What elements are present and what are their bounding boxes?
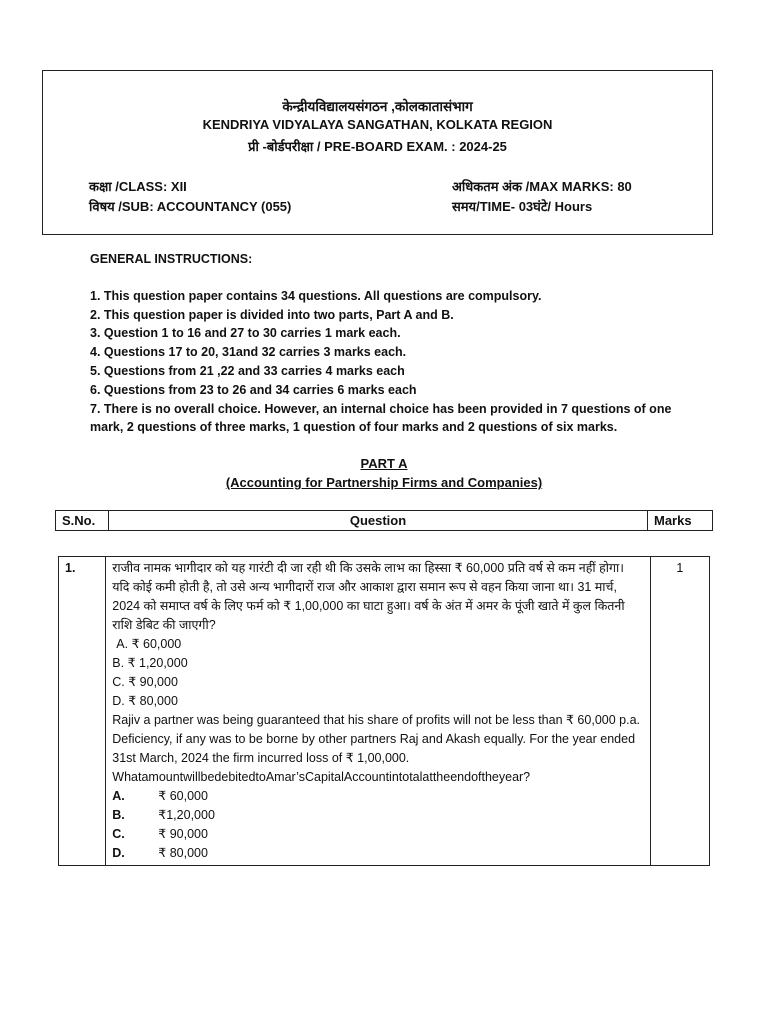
instruction-item: 4. Questions 17 to 20, 31and 32 carries 3 marks each. — [90, 345, 407, 360]
subject-label: विषय /SUB: ACCOUNTANCY (055) — [89, 199, 292, 214]
option-english-a: A. ₹ 60,000 — [112, 789, 208, 803]
part-subtitle: (Accounting for Partnership Firms and Companies) — [225, 475, 543, 490]
option-english-b: B. ₹1,20,000 — [112, 808, 215, 822]
option-hindi-c: C. ₹ 90,000 — [112, 675, 178, 689]
instruction-item: 2. This question paper is divided into two parts, Part A and B. — [90, 307, 454, 322]
instruction-item: 1. This question paper contains 34 questions. All questions are compulsory. — [90, 288, 542, 303]
instruction-item: 6. Questions from 23 to 26 and 34 carries 6 marks each — [90, 382, 417, 397]
sno-header: S.No. — [56, 511, 109, 531]
general-instructions — [90, 250, 690, 437]
instruction-item: 5. Questions from 21 ,22 and 33 carries 4 marks each — [90, 363, 405, 378]
question-number: 1. — [59, 557, 106, 866]
question-row — [59, 557, 710, 866]
option-english-d: D. ₹ 80,000 — [112, 846, 208, 860]
time-label: समय/TIME- 03घंटे/ Hours — [452, 199, 593, 214]
option-hindi-a: A. ₹ 60,000 — [116, 637, 182, 651]
question-marks: 1 — [650, 557, 709, 866]
question-table — [58, 556, 710, 866]
exam-title: प्री -बोर्डपरीक्षा / PRE-BOARD EXAM. : 2024-25 — [248, 139, 507, 154]
instructions-title: GENERAL INSTRUCTIONS: — [90, 252, 253, 266]
instruction-item: 3. Question 1 to 16 and 27 to 30 carries 1 mark each. — [90, 326, 401, 341]
question-text-english-2: WhatamountwillbedebitedtoAmar’sCapitalAccountintotalattheendoftheyear? — [112, 770, 531, 784]
question-text-english: Rajiv a partner was being guaranteed that his share of profits will not be less than ₹ 60,000 p.a. Deficiency, if any was to be borne by other partners Raj and Akash equally. For the year ended 31st March, 2024 the firm incurred loss of ₹ 1,00,000. — [112, 713, 640, 765]
option-english-c: C. ₹ 90,000 — [112, 827, 208, 841]
question-text-hindi: राजीव नामक भागीदार को यह गारंटी दी जा रही थी कि उसके लाभ का हिस्सा ₹ 60,000 प्रति वर्ष से कम नहीं होगा। यदि कोई कमी होती है, तो उसे अन्य भागीदारों राज और आकाश द्वारा समान रूप से वहन किया जाना था। 31 मार्च, 2024 को समाप्त वर्ष के लिए फर्म को ₹ 1,00,000 का घाटा हुआ। वर्ष के अंत में अमर के पूंजी खाते में कुल कितनी राशि डेबिट की जाएगी? — [112, 561, 625, 632]
question-table-header — [55, 510, 713, 531]
question-content — [107, 558, 648, 864]
part-title: PART A — [360, 456, 408, 471]
org-name-hindi: केन्द्रीयविद्यालयसंगठन ,कोलकातासंभाग — [282, 99, 473, 114]
option-hindi-b: B. ₹ 1,20,000 — [112, 656, 188, 670]
exam-header-box — [42, 70, 713, 235]
class-label: कक्षा /CLASS: XII — [89, 179, 187, 194]
org-name-english: KENDRIYA VIDYALAYA SANGATHAN, KOLKATA REGION — [202, 117, 553, 132]
max-marks-label: अधिकतम अंक /MAX MARKS: 80 — [452, 179, 632, 194]
marks-header: Marks — [648, 511, 713, 531]
question-header: Question — [109, 511, 648, 531]
option-hindi-d: D. ₹ 80,000 — [112, 694, 178, 708]
instruction-item: 7. There is no overall choice. However, an internal choice has been provided in 7 questions of one mark, 2 questions of three marks, 1 question of four marks and 2 questions of six marks. — [90, 401, 672, 435]
